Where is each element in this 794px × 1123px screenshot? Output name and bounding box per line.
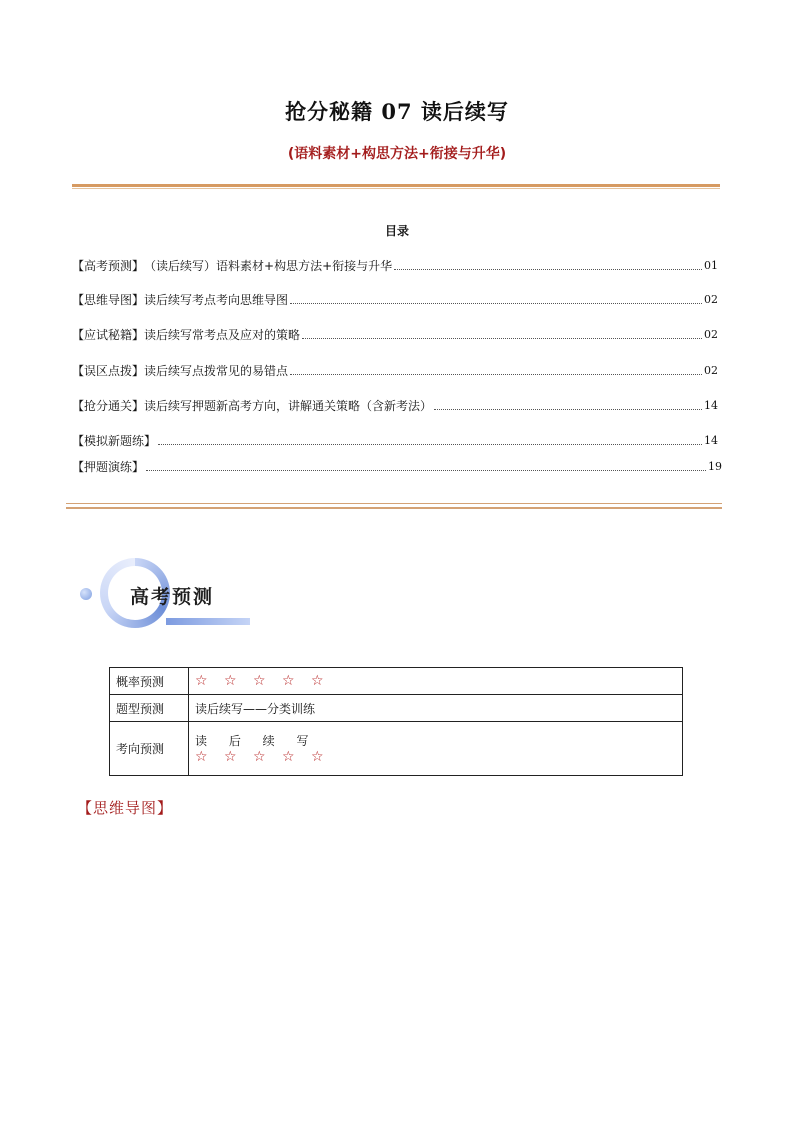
toc-item-page: 19 <box>708 460 722 473</box>
toc-item-page: 14 <box>704 434 718 447</box>
toc-item-label: 【应试秘籍】 <box>72 328 145 342</box>
toc-leader-dots <box>394 268 702 270</box>
table-cell-key: 概率预测 <box>110 668 189 695</box>
section-heading-mind-map: 【思维导图】 <box>77 799 174 817</box>
toc-item-desc: 读后续写考点考向思维导图 <box>144 293 289 307</box>
table-cell-value <box>189 722 683 776</box>
toc-item-label: 【押题演练】 <box>72 460 145 474</box>
toc-item-label: 【误区点拨】 <box>72 364 145 378</box>
toc-item-desc: 读后续写押题新高考方向，讲解通关策略（含新考法） <box>144 399 433 413</box>
toc-item-desc: 读后续写点拨常见的易错点 <box>144 364 289 378</box>
toc-leader-dots <box>434 408 702 410</box>
toc-item-mind-map[interactable] <box>72 292 718 308</box>
toc-item-breakthrough[interactable] <box>72 398 718 414</box>
table-cell-value: 读后续写——分类训练 <box>189 695 683 722</box>
toc-item-label: 【模拟新题练】 <box>72 434 157 448</box>
table-row <box>110 695 683 722</box>
star-rating: ☆ ☆ ☆ ☆ ☆ <box>195 749 330 765</box>
toc-item-gaokao-prediction[interactable] <box>72 258 718 274</box>
toc-item-label: 【抢分通关】 <box>72 399 145 413</box>
section-banner <box>78 556 253 634</box>
toc-item-prediction-drills[interactable] <box>72 459 722 475</box>
bullet-dot-icon <box>80 588 92 600</box>
toc-item-page: 02 <box>704 364 718 377</box>
prediction-table <box>109 667 683 776</box>
table-cell-value <box>189 668 683 695</box>
toc-item-label: 【思维导图】 <box>72 293 145 307</box>
star-rating: ☆ ☆ ☆ ☆ ☆ <box>195 673 330 689</box>
toc-item-mock-practice[interactable] <box>72 433 718 449</box>
toc-item-exam-tips[interactable] <box>72 327 718 343</box>
document-title: 抢分秘籍 07 读后续写 <box>285 99 509 124</box>
toc-leader-dots <box>302 337 702 339</box>
table-row <box>110 722 683 776</box>
toc-item-page: 01 <box>704 259 718 272</box>
toc-item-page: 02 <box>704 293 718 306</box>
toc-item-label: 【高考预测】 <box>72 259 145 273</box>
top-divider <box>72 184 720 190</box>
table-cell-key: 题型预测 <box>110 695 189 722</box>
direction-text: 读 后 续 写 <box>195 734 318 748</box>
toc-leader-dots <box>290 373 702 375</box>
toc-leader-dots <box>290 302 702 304</box>
toc-leader-dots <box>158 443 702 445</box>
toc-item-page: 02 <box>704 328 718 341</box>
toc-item-desc: 读后续写常考点及应对的策略 <box>144 328 301 342</box>
toc-item-common-errors[interactable] <box>72 363 718 379</box>
table-cell-key: 考向预测 <box>110 722 189 776</box>
bottom-divider <box>66 503 722 510</box>
banner-underline <box>166 618 250 625</box>
toc-heading: 目录 <box>384 224 409 238</box>
toc-item-page: 14 <box>704 399 718 412</box>
banner-title: 高考预测 <box>130 586 215 608</box>
toc-item-desc: （读后续写）语料素材+构思方法+衔接与升华 <box>144 259 393 273</box>
table-row <box>110 668 683 695</box>
document-subtitle: (语料素材+构思方法+衔接与升华) <box>287 146 507 162</box>
toc-leader-dots <box>146 469 706 471</box>
